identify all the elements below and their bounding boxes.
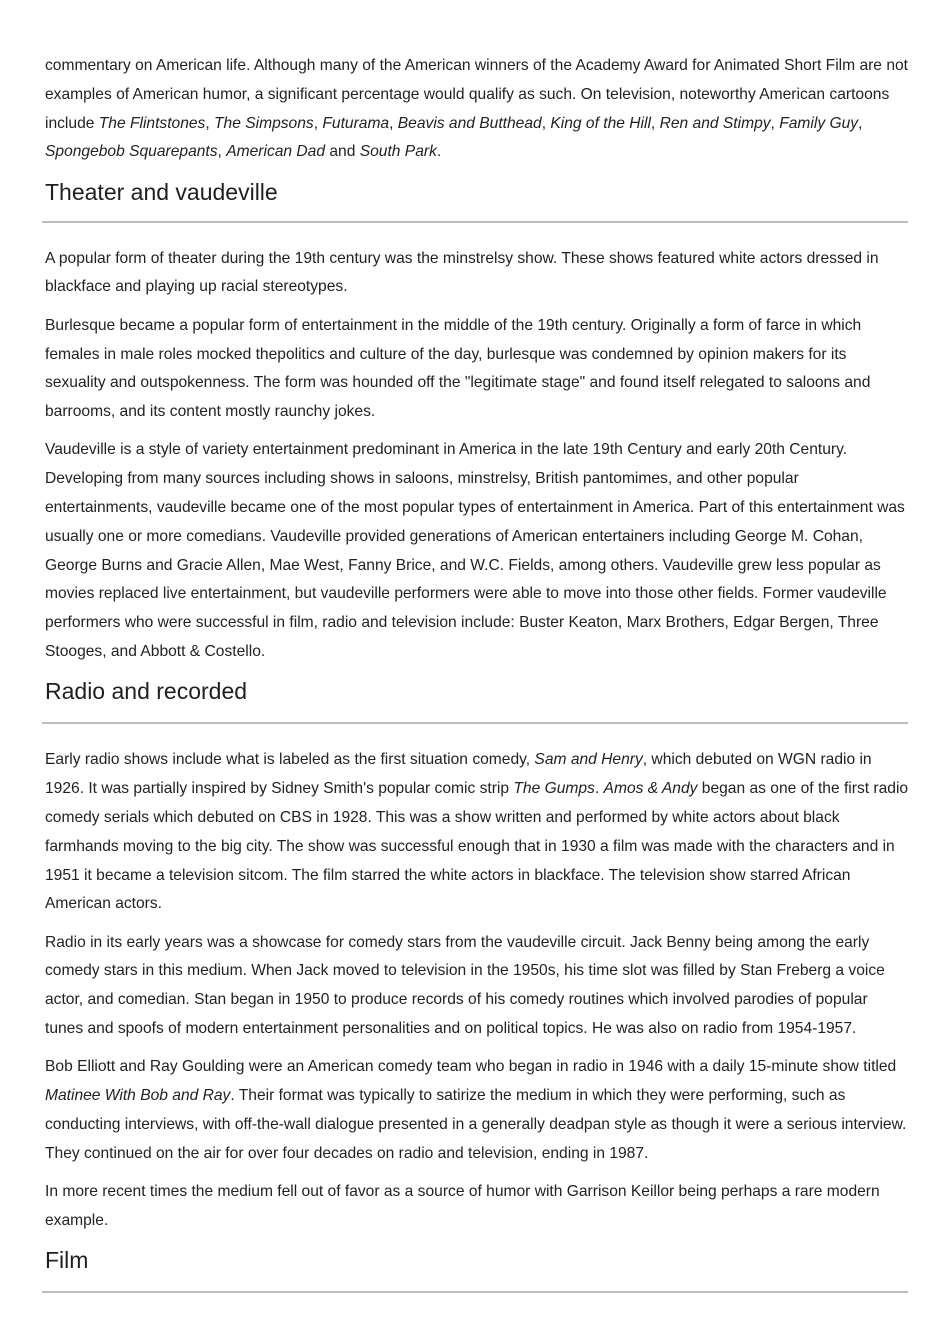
section-film [45,1245,910,1293]
paragraph-recent-times: In more recent times the medium fell out of favor as a source of humor with Garrison Keillor being perhaps a rare modern example. [45,1183,880,1229]
section-radio [45,676,910,1235]
title-beavis: Beavis and Butthead [397,114,542,132]
title-king-of-the-hill: King of the Hill [550,114,651,132]
paragraph-radio-vaudeville: Radio in its early years was a showcase for comedy stars from the vaudeville circuit. Jack Benny being among the early comedy stars in this medium. When Jack moved to television in the 1950s, his time slot was filled by Stan Freberg a voice actor, and comedian. Stan began in 1950 to produce records of his comedy routines which involved parodies of popular tunes and spoofs of modern entertainment personalities and on political topics. He was also on radio from 1954-1957. [45,933,885,1038]
title-south-park: South Park [359,143,437,161]
title-matinee: Matinee With Bob and Ray [45,1087,231,1105]
title-ren-and-stimpy: Ren and Stimpy [659,114,771,132]
title-spongebob: Spongebob Squarepants [45,143,218,161]
title-the-gumps: The Gumps [513,780,595,798]
title-family-guy: Family Guy [779,114,859,132]
intro-paragraph: commentary on American life. Although many of the American winners of the Academy Award for Animated Short Film are not examples of American humor, a significant percentage would qualify as such. On television, noteworthy American cartoons include The Flintstones, The Simpsons, Futurama, Beavis and Butthead, King of the Hill, Ren and Stimpy, Family Guy, Spongebob Squarepants, American Dad and South Park. [45,57,908,161]
section-divider [42,221,908,223]
section-heading-theater: Theater and vaudeville [45,178,278,205]
title-american-dad: American Dad [226,143,326,161]
section-heading-film: Film [45,1247,89,1274]
title-flintstones: The Flintstones [98,114,206,132]
paragraph-vaudeville: Vaudeville is a style of variety entertainment predominant in America in the late 19th Century and early 20th Century. Developing from many sources including shows in saloons, minstrelsy, British pantomimes, and other popular entertainments, vaudeville became one of the most popular types of entertainment in America. Part of this entertainment was usually one or more comedians. Vaudeville provided generations of American entertainers including George M. Cohan, George Burns and Gracie Allen, Mae West, Fanny Brice, and W.C. Fields, among others. Vaudeville grew less popular as movies replaced live entertainment, but vaudeville performers were able to move into those other fields. Former vaudeville performers who were successful in film, radio and television include: Buster Keaton, Marx Brothers, Edgar Bergen, Three Stooges, and Abbott & Costello. [45,441,905,661]
paragraph-early-radio: Early radio shows include what is labeled as the first situation comedy, Sam and Henry, which debuted on WGN radio in 1926. It was partially inspired by Sidney Smith's popular comic strip The Gumps. Amos & Andy began as one of the first radio comedy serials which debuted on CBS in 1928. This was a show written and performed by white actors about black farmhands moving to the big city. The show was successful enough that in 1930 a film was made with the characters and in 1951 it became a television sitcom. The film starred the white actors in blackface. The television show starred African American actors. [45,751,909,913]
paragraph-burlesque: Burlesque became a popular form of entertainment in the middle of the 19th century. Originally a form of farce in which females in male roles mocked thepolitics and culture of the day, burlesque was condemned by opinion makers for its sexuality and outspokenness. The form was hounded off the "legitimate stage" and found itself relegated to saloons and barrooms, and its content mostly raunchy jokes. [45,316,871,421]
title-simpsons: The Simpsons [214,114,314,132]
section-divider [42,1291,908,1293]
title-futurama: Futurama [322,114,390,132]
article-body [45,52,910,1293]
paragraph-bob-and-ray: Bob Elliott and Ray Goulding were an American comedy team who began in radio in 1946 with a daily 15-minute show titled Matinee With Bob and Ray. Their format was typically to satirize the medium in which they were performing, such as conducting interviews, with off-the-wall dialogue presented in a generally deadpan style as though it were a serious interview. They continued on the air for over four decades on radio and television, ending in 1987. [45,1058,907,1162]
title-sam-and-henry: Sam and Henry [534,751,643,769]
section-divider [42,722,908,724]
paragraph-minstrelsy: A popular form of theater during the 19th century was the minstrelsy show. These shows featured white actors dressed in blackface and playing up racial stereotypes. [45,249,879,296]
title-amos-and-andy: Amos & Andy [603,780,698,798]
section-theater [45,177,910,667]
section-heading-radio: Radio and recorded [45,678,248,705]
